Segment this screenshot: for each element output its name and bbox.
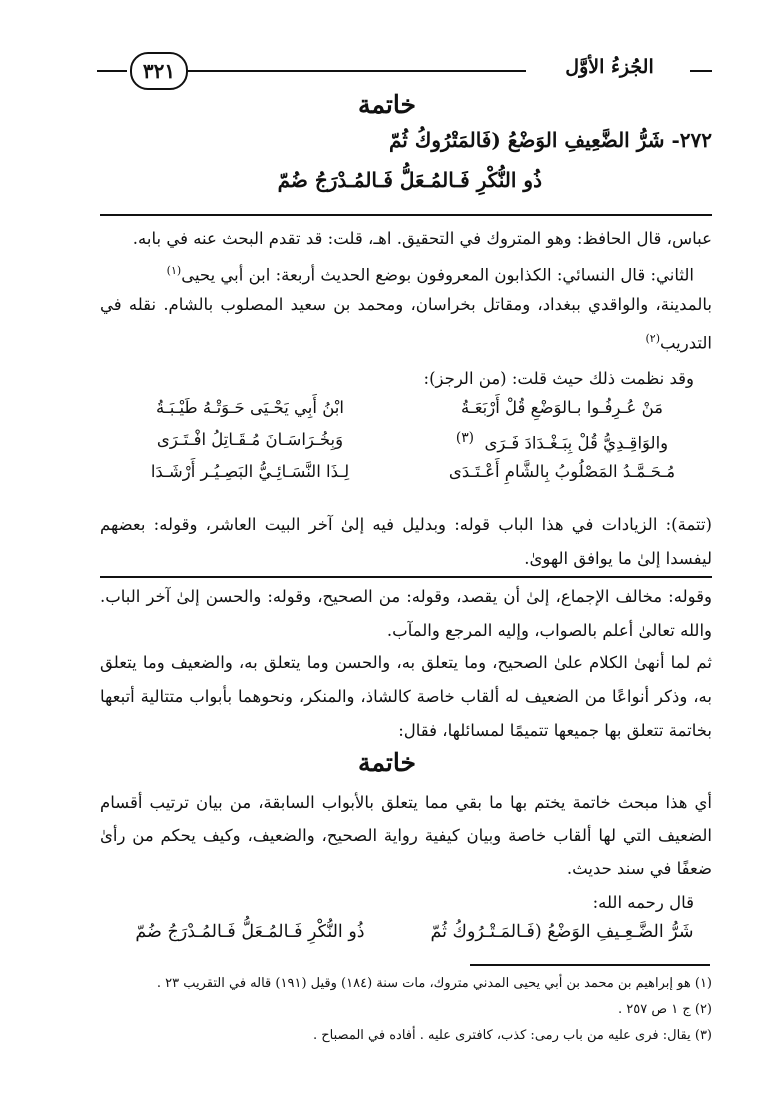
- verse-divider: [100, 214, 712, 216]
- header-rule-left: [97, 70, 127, 72]
- tatimma-paragraph-1: (تتمة): الزيادات في هذا الباب قوله: وبدليل فيه إلىٰ آخر البيت العاشر، وقوله: بعضهم ليفسدا إلىٰ ما يوافق الهوىٰ.: [100, 515, 712, 568]
- poem-row: [100, 430, 712, 460]
- verse-main-line1: ٢٧٢- شَرُّ الضَّعِيفِ الوَضْعُ (فَالمَتْرُوكُ ثُمّ: [389, 128, 712, 152]
- paragraph-2b-text: بالمدينة، والواقدي ببغداد، ومقاتل بخراسان، ومحمد بن سعيد المصلوب بالشام. نقله في التدريب: [100, 295, 712, 353]
- section-title-top: خاتمة: [358, 90, 416, 119]
- footnote-1: (١) هو إبراهيم بن محمد بن أبي يحيى المدني متروك، مات سنة (١٨٤) وقيل (١٩١) قاله في التقريب ٢٣ .: [156, 976, 712, 991]
- footnote-2: (٢) ج ١ ص ٢٥٧ .: [618, 1002, 712, 1017]
- commentary-paragraph-2: قال رحمه الله:: [592, 893, 694, 912]
- section-title-mid: خاتمة: [358, 748, 416, 777]
- commentary-paragraph-1: أي هذا مبحث خاتمة يختم بها ما بقي مما يتعلق بالأبواب السابقة، من بيان ترتيب أقسام الضعيف التي لها ألقاب خاصة وبيان كيفية رواية الصحيح، والضعيف، وكيف يحكم من رأىٰ ضعفًا في سند حديث.: [100, 793, 712, 878]
- paragraph-1: عباس، قال الحافظ: وهو المتروك في التحقيق. اهـ، قلت: قد تقدم البحث عنه في بابه.: [132, 229, 712, 248]
- running-title: الجُزءُ الأوَّل: [565, 56, 654, 78]
- tatimma-divider: [100, 576, 712, 578]
- page-number: ٣٢١: [130, 52, 188, 90]
- poem-hemistich-1: مَنْ عُـرِفُـوا بـالوَضْعِ قُلْ أَرْبَعَـةُ: [461, 398, 663, 417]
- poem-hemistich-2: وَبِخُـرَاسَـانَ مُـقَـاتِلُ افْـتَـرَى: [156, 430, 344, 449]
- verse-repeat: [100, 922, 712, 954]
- verse-main-line2: ذُو النُّكْرِ فَـالمُـعَلُّ فَـالمُـدْرَجُ ضُمّ: [277, 168, 542, 192]
- footnote-3: (٣) يقال: فرى عليه من باب رمى: كذب، كافترى عليه . أفاده في المصباح .: [313, 1028, 712, 1043]
- footnote-divider: [470, 964, 710, 966]
- header-dash: [690, 70, 712, 72]
- poem-hemistich-2: ابْنُ أَبِي يَحْـيَى حَـوَتْـهُ طَيْـبَـةُ: [156, 398, 344, 417]
- verse-repeat-hemistich-1: شَرُّ الضَّـعِـيفِ الوَضْعُ (فَـالمَـتْـرُوكُ ثُمّ: [430, 922, 694, 942]
- paragraph-2-text: الثاني: قال النسائي: الكذابون المعروفون بوضع الحديث أربعة: ابن أبي يحيى: [181, 265, 694, 285]
- paragraph-3: وقد نظمت ذلك حيث قلت: (من الرجز):: [423, 369, 694, 388]
- poem-hemistich-text: والوَاقِـدِيُّ قُلْ بِبَـغْـدَادَ فَـرَى: [484, 433, 669, 453]
- footnote-ref-1: (١): [166, 264, 182, 277]
- paragraph-2: [100, 256, 712, 291]
- poem-hemistich-1: مُـحَـمَّـدُ المَصْلُوبُ بِالشَّامِ أَعْـتَـدَى: [448, 462, 676, 481]
- header-rule-right: [186, 70, 526, 72]
- verse-repeat-hemistich-2: ذُو النُّكْرِ فَـالمُـعَلُّ فَـالمُـدْرَجُ ضُمّ: [135, 922, 365, 942]
- footnote-ref-3: (٣): [455, 430, 474, 446]
- tatimma-paragraph-3: ثم لما أنهىٰ الكلام علىٰ الصحيح، وما يتعلق به، والحسن وما يتعلق به، والضعيف وما يتعلق به، وذكر أنواعًا من الضعيف له ألقاب خاصة كالشاذ، والمنكر، ونحوهما بأبواب متتالية أتبعها بخاتمة تتعلق بها جميعها تتميمًا لمسائلها، فقال:: [100, 653, 712, 740]
- poem-row: [100, 462, 712, 492]
- tatimma-paragraph-2: وقوله: مخالف الإجماع، إلىٰ أن يقصد، وقوله: من الصحيح، وقوله: والحسن إلىٰ آخر الباب. والله تعالىٰ أعلم بالصواب، وإليه المرجع والمآب.: [100, 587, 712, 640]
- poem-hemistich-1: [412, 430, 712, 453]
- poem-hemistich-2: لِـذَا النَّسَـائِـيُّ البَصِـيُـر أَرْشَـدَا: [150, 462, 350, 481]
- poem-row: [100, 398, 712, 428]
- paragraph-2b: [100, 288, 712, 361]
- footnote-ref-2: (٢): [645, 332, 660, 345]
